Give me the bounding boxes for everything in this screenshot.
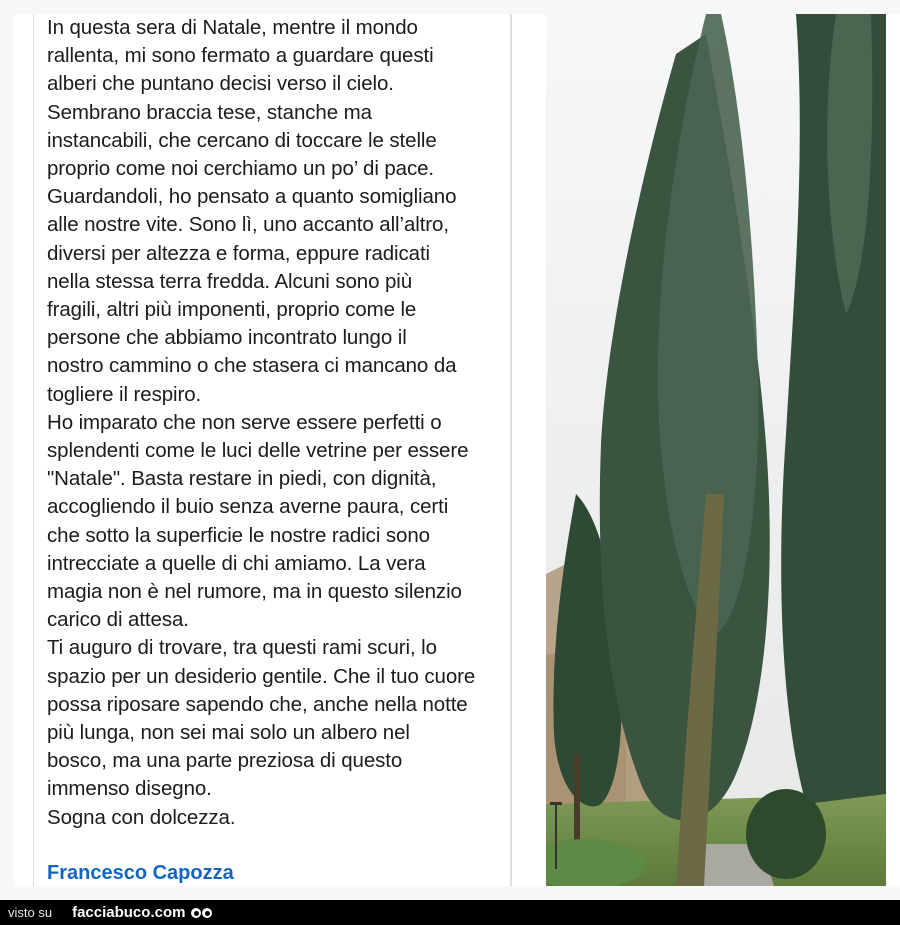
post-text-line: intrecciate a quelle di chi amiamo. La vera <box>47 551 426 575</box>
footer-visto-label: visto su <box>8 905 53 920</box>
post-text-line: più lunga, non sei mai solo un albero nel <box>47 721 410 745</box>
post-text-line: proprio come noi cerchiamo un po’ di pace. <box>47 157 435 181</box>
post-text-line: Ho imparato che non serve essere perfetti o <box>47 410 442 434</box>
post-text-line: che sotto la superficie le nostre radici sono <box>47 523 430 547</box>
post-text-line: alberi che puntano decisi verso il cielo. <box>47 72 394 96</box>
post-photo[interactable] <box>546 14 886 886</box>
post-text-line: nella stessa terra fredda. Alcuni sono più <box>47 269 413 293</box>
post-text-line: persone che abbiamo incontrato lungo il <box>47 326 407 350</box>
post-text-line: possa riposare sapendo che, anche nella notte <box>47 692 468 716</box>
post-text-line: Sogna con dolcezza. <box>47 805 236 829</box>
cypress-trees-image <box>546 14 886 886</box>
post-text-line: immenso disegno. <box>47 777 212 801</box>
post-text-line: splendenti come le luci delle vetrine per essere <box>47 439 469 463</box>
post-text-line: In questa sera di Natale, mentre il mondo <box>47 16 418 39</box>
eyes-logo-icon <box>191 908 212 918</box>
footer-bar <box>0 900 900 925</box>
post-text-line: nostro cammino o che stasera ci mancano da <box>47 354 457 378</box>
post-text-line: "Natale". Basta restare in piedi, con dignità, <box>47 467 437 491</box>
post-text-line: togliere il respiro. <box>47 382 202 406</box>
post-text-line: fragili, altri più imponenti, proprio come le <box>47 298 417 322</box>
footer-site-link[interactable]: facciabuco.com <box>72 904 186 921</box>
post-text-line: Ti auguro di trovare, tra questi rami scuri, lo <box>47 636 437 660</box>
post-text-line: carico di attesa. <box>47 608 189 632</box>
post-text-line: bosco, ma una parte preziosa di questo <box>47 749 403 773</box>
post-text-line: accogliendo il buio senza averne paura, certi <box>47 495 449 519</box>
post-body-text <box>47 14 512 832</box>
post-text-column <box>34 14 512 886</box>
post-text-line: diversi per altezza e forma, eppure radicati <box>47 241 431 265</box>
post-text-line: Guardandoli, ho pensato a quanto somigliano <box>47 185 457 209</box>
author-link[interactable]: Francesco Capozza <box>47 862 234 884</box>
post-text-line: rallenta, mi sono fermato a guardare questi <box>47 44 434 68</box>
post-text-line: alle nostre vite. Sono lì, uno accanto all’altro, <box>47 213 449 237</box>
post-text-line: instancabili, che cercano di toccare le stelle <box>47 128 437 152</box>
post-text-line: magia non è nel rumore, ma in questo silenzio <box>47 580 462 604</box>
post-text-line: spazio per un desiderio gentile. Che il tuo cuore <box>47 664 476 688</box>
post-text-line: Sembrano braccia tese, stanche ma <box>47 100 372 124</box>
